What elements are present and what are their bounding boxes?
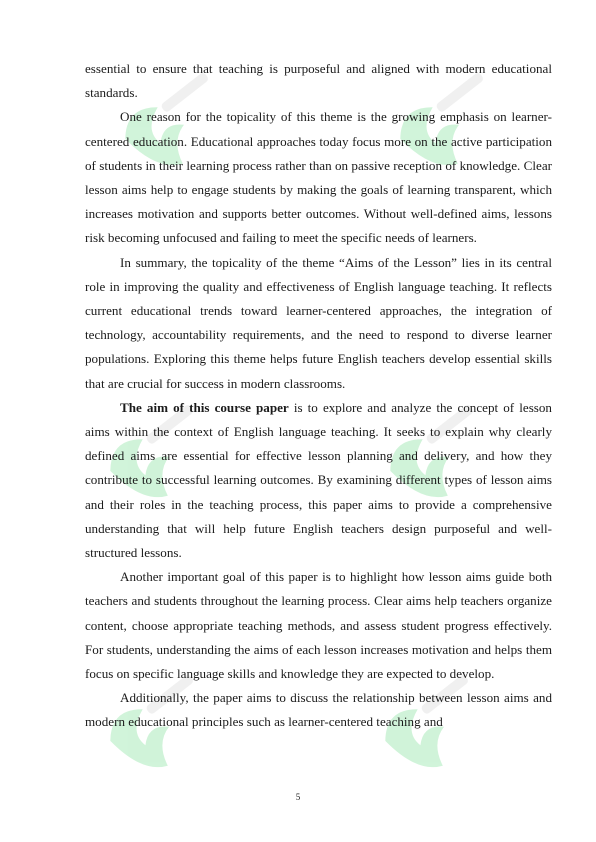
paragraph-4-text: is to explore and analyze the concept of lesson aims within the context of English language teaching. It seeks to explain why clearly defined aims are essential for effective lesson planning and delivery, and how they contribute to successful learning outcomes. By examining different types of lesson aims and their roles in the teaching process, this paper aims to provide a comprehensive understanding that will help future English teachers design purposeful and well-structured lessons.	[85, 399, 552, 561]
paragraph-5: Another important goal of this paper is to highlight how lesson aims guide both teachers and students throughout the learning process. Clear aims help teachers organize content, choose appropriate teaching methods, and assess student progress effectively. For students, understanding the aims of each lesson increases motivation and helps them focus on specific language skills and knowledge they are expected to develop.	[85, 569, 552, 682]
paragraph-3: In summary, the topicality of the theme “Aims of the Lesson” lies in its central role in improving the quality and effectiveness of English language teaching. It reflects current educational trends toward learner-centered approaches, the integration of technology, accountability requirements, and the need to respond to diverse learner populations. Exploring this theme helps future English teachers develop essential skills that are crucial for success in modern classrooms.	[85, 254, 552, 391]
body-text	[85, 57, 552, 735]
bold-lead-phrase: The aim of this course paper	[120, 399, 289, 415]
paragraph-2: One reason for the topicality of this theme is the growing emphasis on learner-centered education. Educational approaches today focus more on the active participation of students in their learning process rather than on passive reception of knowledge. Clear lesson aims help to engage students by making the goals of learning transparent, which increases motivation and supports better outcomes. Without well-defined aims, lessons risk becoming unfocused and failing to meet the specific needs of learners.	[85, 109, 552, 246]
paragraph-4	[85, 396, 552, 565]
page-number: 5	[295, 792, 301, 802]
paragraph-6: Additionally, the paper aims to discuss the relationship between lesson aims and modern educational principles such as learner-centered teaching and	[85, 690, 552, 730]
paragraph-1: essential to ensure that teaching is purposeful and aligned with modern educational standards.	[85, 61, 552, 101]
